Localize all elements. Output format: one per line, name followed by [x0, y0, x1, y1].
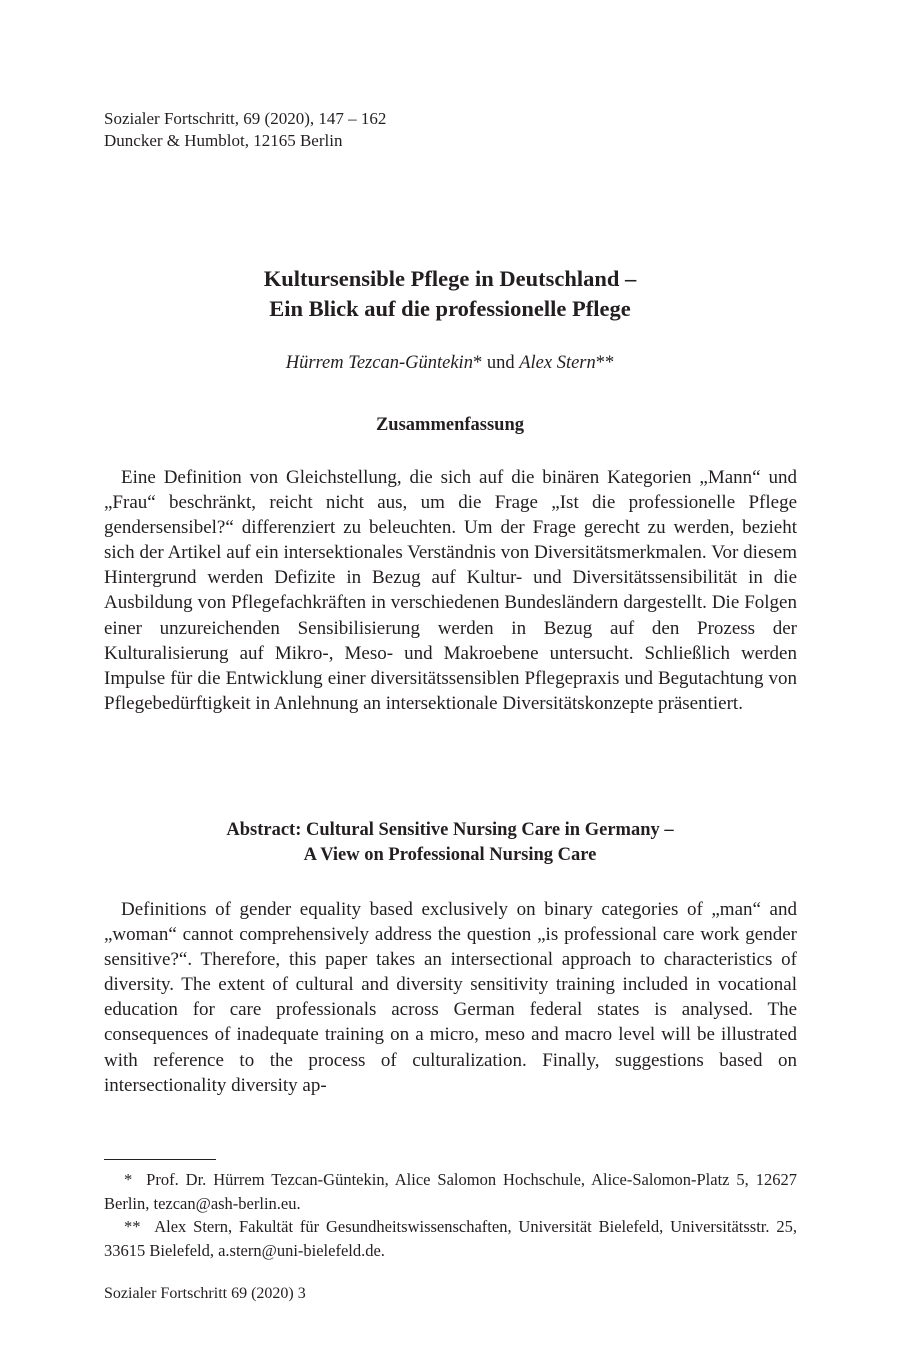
- abstract-heading: [0, 818, 900, 868]
- author-line: [0, 351, 900, 375]
- zusammenfassung-text: Eine Definition von Gleichstellung, die sich auf die binären Kategorien „Mann“ und „Frau“ beschränkt, reicht nicht aus, um die Frage „Ist die professionelle Pflege gendersensibel?“ differenziert zu beleuchten. Um der Frage gerecht zu werden, bezieht sich der Artikel auf ein intersektionales Verständnis von Diversitätsmerkmalen. Vor diesem Hintergrund werden Defizite in Bezug auf Kultur- und Diversitätssensibilität in die Ausbildung von Pflegefachkräften in verschiedenen Bundesländern dargestellt. Die Folgen einer unzureichenden Sensibilisierung werden in Bezug auf den Prozess der Kulturalisierung auf Mikro-, Meso- und Makroebene untersucht. Schließlich werden Impulse für die Entwicklung einer diversitätssensiblen Pflegepraxis und Begutachtung von Pflegebedürftigkeit in Anlehnung an intersektionale Diversitätskonzepte präsentiert.: [104, 467, 797, 714]
- title-line-2: Ein Blick auf die professionelle Pflege: [269, 296, 631, 321]
- footnote-2: [104, 1215, 797, 1262]
- author-1: Hürrem Tezcan-Güntekin: [285, 353, 473, 373]
- footnote-1: [104, 1168, 797, 1215]
- footnote-2-mark: **: [124, 1217, 141, 1236]
- author-conjunction: und: [482, 353, 520, 373]
- abstract-heading-line-1: Abstract: Cultural Sensitive Nursing Care in Germany –: [226, 820, 674, 840]
- author-2: Alex Stern: [519, 353, 596, 373]
- title-line-1: Kultursensible Pflege in Deutschland –: [263, 266, 637, 291]
- page-footer: Sozialer Fortschritt 69 (2020) 3: [104, 1285, 306, 1302]
- article-title: [0, 264, 900, 324]
- author-1-mark: *: [472, 353, 483, 373]
- footnote-2-text: Alex Stern, Fakultät für Gesundheitswissenschaften, Universität Bielefeld, Universitätsstr. 25, 33615 Bielefeld, a.stern@uni-bielefeld.de.: [104, 1217, 797, 1260]
- footnote-1-text: Prof. Dr. Hürrem Tezcan-Güntekin, Alice Salomon Hochschule, Alice-Salomon-Platz 5, 12627 Berlin, tezcan@ash-berlin.eu.: [104, 1170, 798, 1213]
- abstract-text: Definitions of gender equality based exclusively on binary categories of „man“ and „woman“ cannot comprehensively address the question „is professional care work gender sensitive?“. Therefore, this paper takes an intersectional approach to characteristics of diversity. The extent of cultural and diversity sensitivity training included in vocational education for care professionals across German federal states is analysed. The consequences of inadequate training on a micro, meso and macro level will be illustrated with reference to the process of culturalization. Finally, suggestions based on intersectionality diversity ap-: [104, 899, 797, 1096]
- footnote-divider: [104, 1159, 216, 1160]
- journal-header: [104, 108, 386, 152]
- zusammenfassung-heading: Zusammenfassung: [375, 415, 525, 435]
- abstract-heading-line-2: A View on Professional Nursing Care: [303, 845, 597, 865]
- publisher-line: Duncker & Humblot, 12165 Berlin: [104, 131, 343, 150]
- footnote-1-mark: *: [124, 1170, 133, 1189]
- author-2-mark: **: [595, 353, 615, 373]
- journal-citation: Sozialer Fortschritt, 69 (2020), 147 – 162: [104, 109, 387, 128]
